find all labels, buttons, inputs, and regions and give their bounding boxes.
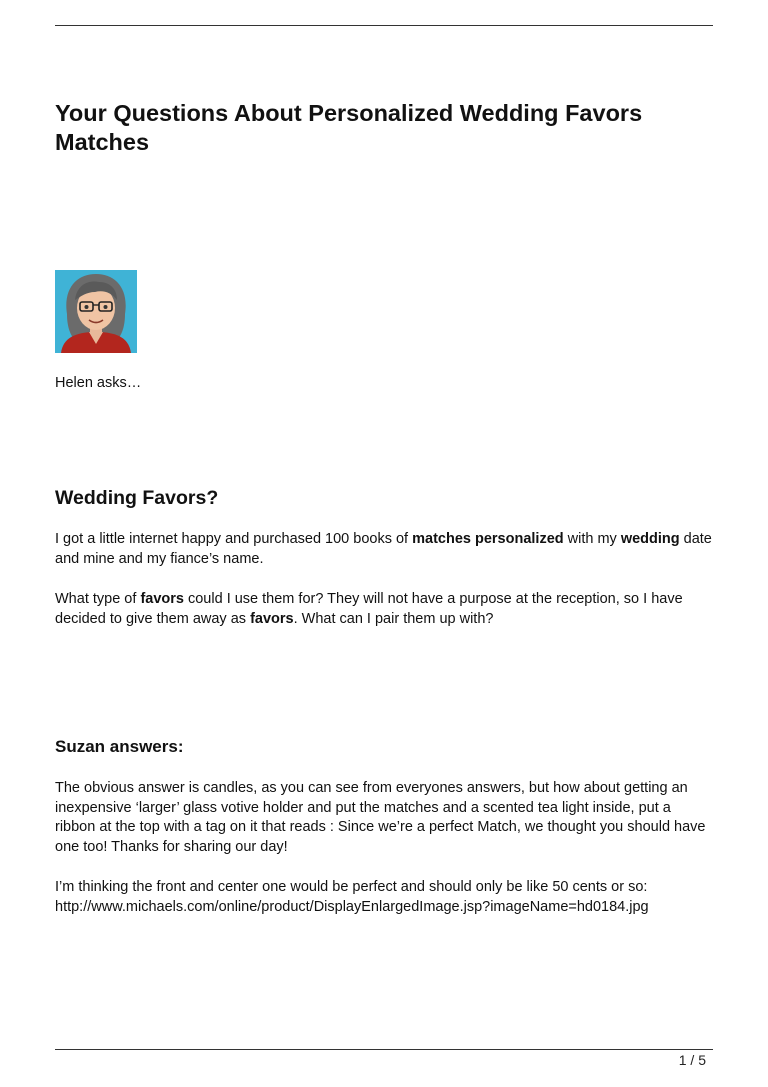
question-paragraph bbox=[55, 530, 715, 569]
asker-avatar bbox=[55, 270, 137, 353]
text-run: with my bbox=[563, 531, 621, 547]
question-paragraph bbox=[55, 590, 715, 629]
page-number: 1 / 5 bbox=[678, 1052, 706, 1068]
cartoon-woman-avatar-icon bbox=[55, 270, 137, 353]
header-rule bbox=[55, 25, 713, 26]
text-run: date and mine and my fiance’s name. bbox=[55, 531, 712, 567]
bold-keyword: wedding bbox=[620, 531, 680, 547]
bold-keyword: favors bbox=[140, 591, 184, 607]
text-run: could I use them for? They will not have a purpose at the reception, so I have decided to give them away as bbox=[55, 591, 683, 627]
answer-heading: Suzan answers: bbox=[55, 737, 184, 756]
answer-paragraph bbox=[55, 878, 715, 917]
footer-rule bbox=[55, 1049, 713, 1050]
text-run: What type of bbox=[55, 591, 141, 607]
bold-keyword: matches personalized bbox=[412, 531, 564, 547]
answer-paragraph: The obvious answer is candles, as you can see from everyones answers, but how about getting an inexpensive ‘larger’ glass votive holder and put the matches and a scented tea light inside, put a ribbon at the top with a tag on it that reads : Since we’re a perfect Match, we thought you should have one too! Thanks for sharing our day! bbox=[55, 780, 706, 855]
page-title: Your Questions About Personalized Wedding Favors Matches bbox=[55, 100, 643, 155]
question-heading: Wedding Favors? bbox=[55, 487, 219, 509]
bold-keyword: favors bbox=[250, 610, 294, 627]
text-run: . What can I pair them up with? bbox=[293, 610, 494, 627]
text-run: I got a little internet happy and purchased 100 books of bbox=[55, 531, 413, 547]
url-text: http://www.michaels.com/online/product/DisplayEnlargedImage.jsp?imageName=hd0184.jpg bbox=[55, 898, 649, 915]
asker-line: Helen asks… bbox=[55, 375, 142, 391]
text-line: I’m thinking the front and center one would be perfect and should only be like 50 cents or so: bbox=[55, 879, 648, 895]
